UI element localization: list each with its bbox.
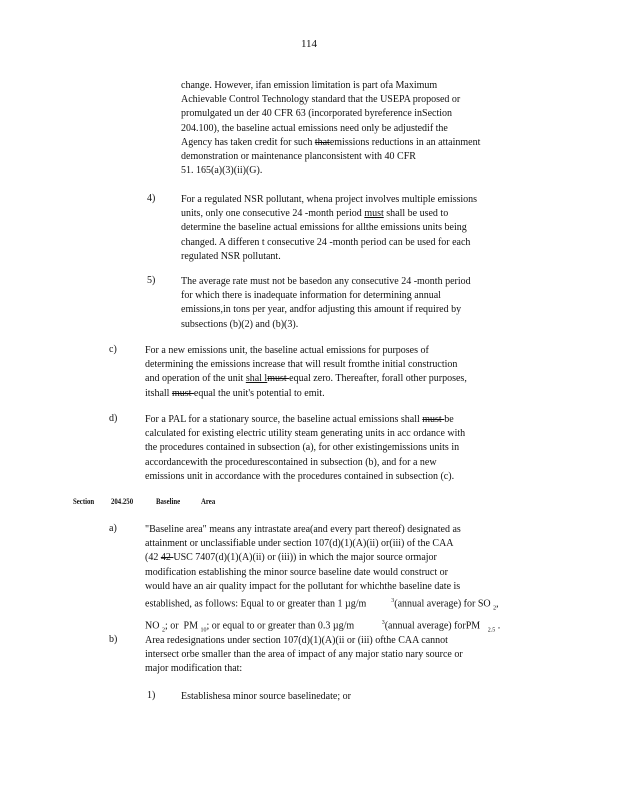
item-line: NO $_2$; or PM $_{10}$; or equal to or greater than 0.3 µg/m $^3$(annual average) forPM $_{2.5}$ . — [145, 619, 501, 633]
item-line: major modification that: — [145, 663, 243, 675]
item-c-paragraph — [145, 344, 531, 401]
item-line: (42 42 USC 7407(d)(1)(A)(ii) or (iii)) in which the major source ormajor — [145, 552, 437, 564]
intro-line: Agency has taken credit for such thatemissions reductions in an attainment — [181, 136, 481, 148]
item-line: would have an air quality impact for the pollutant for whichthe baseline date is — [145, 580, 461, 592]
item-b-paragraph — [145, 634, 531, 677]
item-line: For a regulated NSR pollutant, whena project involves multiple emissions — [181, 194, 478, 205]
intro-line: 204.100), the baseline actual emissions need only be adjustedif the — [181, 122, 448, 134]
item-line: attainment or unclassifiable under section 107(d)(1)(A)(ii) or(iii) of the CAA — [145, 538, 454, 550]
item-line: regulated NSR pollutant. — [181, 250, 281, 262]
intro-paragraph — [181, 79, 535, 178]
item-line: subsections (b)(2) and (b)(3). — [181, 318, 299, 330]
section-number: 204.250 — [111, 497, 134, 506]
item-b1-paragraph — [181, 690, 535, 704]
item-line: emissions,in tons per year, andfor adjusting this amount if required by — [181, 304, 462, 316]
item-line: calculated for existing electric utility steam generating units in acc ordance with — [145, 428, 466, 440]
superscript: 3 — [391, 598, 395, 605]
item-line: the procedures contained in subsection (a), for other existingemissions units in — [145, 442, 460, 454]
underlined-text: shal l — [245, 373, 268, 385]
item-line: for which there is inadequate information for determining annual — [181, 290, 441, 302]
intro-line: Achievable Control Technology standard that the USEPA proposed or — [181, 94, 461, 106]
item-4-paragraph — [181, 193, 535, 264]
subscript: 10 — [200, 626, 207, 633]
struck-text: must — [267, 373, 290, 385]
item-line: changed. A differen t consecutive 24 -month period can be used for each — [181, 236, 471, 248]
item-line: The average rate must not be basedon any consecutive 24 -month period — [181, 276, 471, 287]
subscript: 2 — [493, 605, 497, 612]
struck-text: that — [314, 136, 330, 148]
item-line: For a new emissions unit, the baseline actual emissions for purposes of — [145, 345, 429, 356]
item-marker: d) — [109, 413, 118, 424]
intro-line: promulgated un der 40 CFR 63 (incorporated byreference inSection — [181, 108, 453, 120]
intro-line: change. However, ifan emission limitation is part ofa Maximum — [181, 80, 438, 91]
item-marker: 5) — [147, 275, 156, 286]
subscript: 2 — [161, 626, 165, 633]
superscript: 3 — [381, 619, 385, 626]
item-line: units, only one consecutive 24 -month period must shall be used to — [181, 208, 449, 220]
item-line: intersect orbe smaller than the area of impact of any major statio nary source or — [145, 649, 463, 661]
section-title: Area — [201, 497, 216, 506]
underlined-text: must — [364, 208, 384, 220]
item-marker: 4) — [147, 193, 156, 204]
item-5-paragraph — [181, 275, 535, 332]
item-line: "Baseline area" means any intrastate area(and every part thereof) designated as — [145, 524, 461, 535]
item-line: Establishesa minor source baselinedate; or — [181, 691, 351, 702]
item-marker: c) — [109, 344, 117, 355]
item-line: emissions unit in accordance with the procedures contained in subsection (c). — [145, 470, 455, 482]
subscript: 2.5 — [487, 626, 496, 633]
struck-text: must — [171, 387, 194, 399]
item-marker: 1) — [147, 690, 156, 701]
item-line: Area redesignations under section 107(d)(1)(A)(ii or (iii) ofthe CAA cannot — [145, 635, 448, 646]
struck-text: 42 — [160, 552, 174, 564]
item-line: modification establishing the minor source baseline date would construct or — [145, 566, 448, 578]
item-line: For a PAL for a stationary source, the baseline actual emissions shall must be — [145, 414, 454, 425]
struck-text: must — [422, 414, 445, 425]
page-number: 114 — [300, 38, 318, 50]
intro-line: demonstration or maintenance planconsistent with 40 CFR — [181, 151, 416, 163]
item-d-paragraph — [145, 413, 531, 484]
item-line: itshall must equal the unit's potential to emit. — [145, 387, 325, 399]
item-marker: a) — [109, 523, 117, 534]
item-line: accordancewith the procedurescontained in subsection (b), and for a new — [145, 456, 437, 468]
item-line: established, as follows: Equal to or greater than 1 µg/m $^3$(annual average) for SO $_2$, — [145, 598, 499, 612]
section-label: Section — [73, 497, 95, 506]
item-line: determine the baseline actual emissions for allthe emissions units being — [181, 222, 467, 234]
item-marker: b) — [109, 634, 118, 645]
item-line: and operation of the unit shal lmust equal zero. Thereafter, forall other purposes, — [145, 373, 467, 385]
intro-line: 51. 165(a)(3)(ii)(G). — [181, 165, 263, 177]
section-title: Baseline — [156, 497, 181, 506]
item-line: determining the emissions increase that will result fromthe initial construction — [145, 359, 458, 371]
item-a-paragraph — [145, 523, 531, 637]
